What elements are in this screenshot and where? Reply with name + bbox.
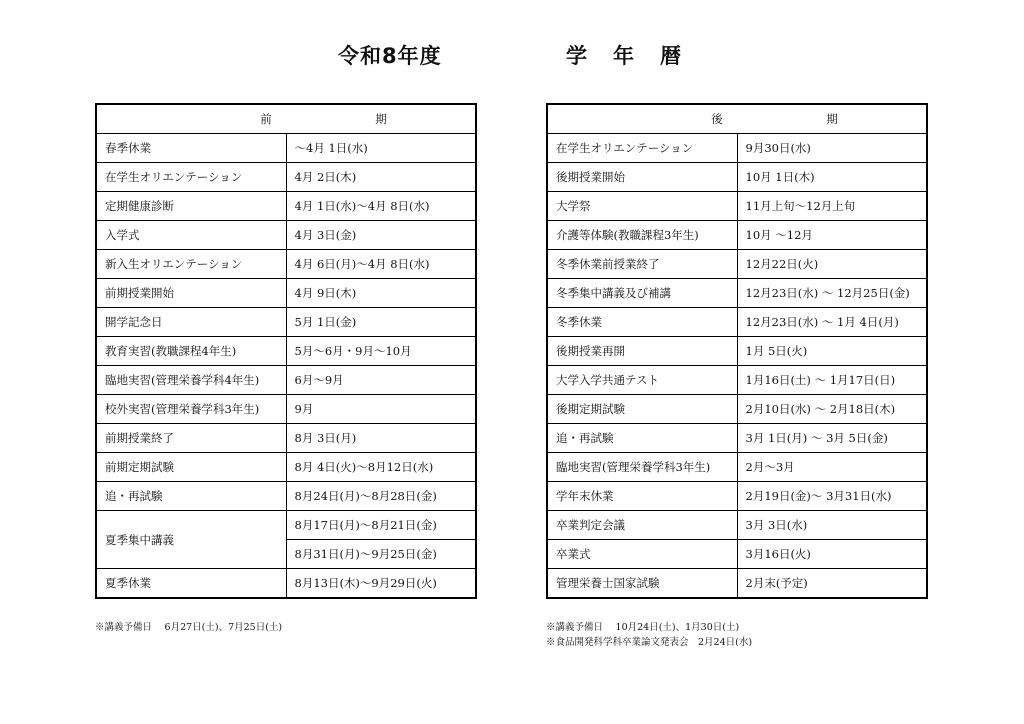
date-cell: 9月	[286, 395, 476, 424]
date-cell: 4月 1日(水)～4月 8日(水)	[286, 192, 476, 221]
date-cell: 2月末(予定)	[737, 569, 927, 599]
event-cell: 追・再試験	[96, 482, 286, 511]
header-char: 期	[826, 112, 838, 126]
event-cell: 在学生オリエンテーション	[96, 163, 286, 192]
event-cell: 夏季集中講義	[96, 511, 286, 569]
event-cell: 前期授業開始	[96, 279, 286, 308]
table-row	[547, 569, 927, 599]
date-cell: 8月24日(月)～8月28日(金)	[286, 482, 476, 511]
date-cell: 1月16日(土) ～ 1月17日(日)	[737, 366, 927, 395]
event-cell: 大学入学共通テスト	[547, 366, 737, 395]
date-cell: 4月 9日(木)	[286, 279, 476, 308]
table-row	[96, 250, 476, 279]
page-title-academic-calendar: 学年暦	[566, 44, 707, 68]
table-row	[547, 395, 927, 424]
table-row	[96, 308, 476, 337]
table-row	[547, 134, 927, 163]
table-row	[96, 163, 476, 192]
table-row	[96, 337, 476, 366]
table-header-row	[547, 104, 927, 134]
table-header-row	[96, 104, 476, 134]
date-cell: 8月17日(月)～8月21日(金)	[286, 511, 476, 540]
event-cell: 臨地実習(管理栄養学科4年生)	[96, 366, 286, 395]
table-row	[96, 221, 476, 250]
event-cell: 在学生オリエンテーション	[547, 134, 737, 163]
date-cell: 5月 1日(金)	[286, 308, 476, 337]
table-row	[547, 453, 927, 482]
event-cell: 後期授業再開	[547, 337, 737, 366]
event-cell: 前期授業終了	[96, 424, 286, 453]
table-row	[547, 221, 927, 250]
date-cell: 8月 4日(火)～8月12日(水)	[286, 453, 476, 482]
event-cell: 追・再試験	[547, 424, 737, 453]
date-cell: 12月22日(火)	[737, 250, 927, 279]
event-cell: 校外実習(管理栄養学科3年生)	[96, 395, 286, 424]
date-cell: 3月 3日(水)	[737, 511, 927, 540]
table-row	[96, 482, 476, 511]
event-cell: 卒業判定会議	[547, 511, 737, 540]
table-row	[547, 192, 927, 221]
date-cell: 1月 5日(火)	[737, 337, 927, 366]
table-row	[547, 424, 927, 453]
page-title: 令和8年度	[338, 44, 442, 68]
second-semester-notes	[546, 620, 752, 650]
note-line: ※食品開発科学科卒業論文発表会 2月24日(水)	[546, 637, 753, 648]
date-cell: 10月 ～12月	[737, 221, 927, 250]
date-cell: 2月19日(金)～ 3月31日(水)	[737, 482, 927, 511]
event-cell: 新入生オリエンテーション	[96, 250, 286, 279]
table-row	[547, 482, 927, 511]
note-line: ※講義予備日 10月24日(土)、1月30日(土)	[546, 622, 740, 633]
event-cell: 入学式	[96, 221, 286, 250]
second-semester-header	[547, 104, 927, 134]
date-cell: 5月～6月・9月～10月	[286, 337, 476, 366]
date-cell: 6月～9月	[286, 366, 476, 395]
table-row	[547, 279, 927, 308]
event-cell: 春季休業	[96, 134, 286, 163]
table-row	[96, 424, 476, 453]
second-semester-table	[546, 103, 928, 599]
date-cell: 8月 3日(月)	[286, 424, 476, 453]
note-line: ※講義予備日 6月27日(土)、7月25日(土)	[95, 622, 283, 633]
table-row	[96, 134, 476, 163]
event-cell: 教育実習(教職課程4年生)	[96, 337, 286, 366]
date-cell: 4月 2日(木)	[286, 163, 476, 192]
event-cell: 定期健康診断	[96, 192, 286, 221]
event-cell: 大学祭	[547, 192, 737, 221]
date-cell: ～4月 1日(水)	[286, 134, 476, 163]
event-cell: 卒業式	[547, 540, 737, 569]
table-row	[96, 569, 476, 599]
event-cell: 管理栄養士国家試験	[547, 569, 737, 599]
date-cell: 10月 1日(木)	[737, 163, 927, 192]
date-cell: 2月10日(水) ～ 2月18日(木)	[737, 395, 927, 424]
date-cell: 2月～3月	[737, 453, 927, 482]
event-cell: 介護等体験(教職課程3年生)	[547, 221, 737, 250]
header-char: 前	[260, 112, 272, 126]
header-char: 後	[711, 112, 723, 126]
event-cell: 学年末休業	[547, 482, 737, 511]
header-char: 期	[375, 112, 387, 126]
event-cell: 冬季休業	[547, 308, 737, 337]
date-cell: 3月 1日(月) ～ 3月 5日(金)	[737, 424, 927, 453]
date-cell: 3月16日(火)	[737, 540, 927, 569]
event-cell: 後期授業開始	[547, 163, 737, 192]
event-cell: 前期定期試験	[96, 453, 286, 482]
table-row	[547, 163, 927, 192]
table-row	[96, 192, 476, 221]
table-row	[96, 511, 476, 540]
event-cell: 冬季集中講義及び補講	[547, 279, 737, 308]
event-cell: 夏季休業	[96, 569, 286, 599]
event-cell: 後期定期試験	[547, 395, 737, 424]
date-cell: 4月 3日(金)	[286, 221, 476, 250]
table-row	[547, 337, 927, 366]
table-row	[547, 366, 927, 395]
table-row	[96, 279, 476, 308]
date-cell: 11月上旬～12月上旬	[737, 192, 927, 221]
date-cell: 8月31日(月)～9月25日(金)	[286, 540, 476, 569]
first-semester-notes	[95, 620, 282, 635]
first-semester-header	[96, 104, 476, 134]
date-cell: 12月23日(水) ～ 12月25日(金)	[737, 279, 927, 308]
event-cell: 臨地実習(管理栄養学科3年生)	[547, 453, 737, 482]
date-cell: 4月 6日(月)～4月 8日(水)	[286, 250, 476, 279]
date-cell: 8月13日(木)～9月29日(火)	[286, 569, 476, 599]
event-cell: 冬季休業前授業終了	[547, 250, 737, 279]
event-cell: 開学記念日	[96, 308, 286, 337]
table-row	[547, 511, 927, 540]
table-row	[547, 540, 927, 569]
date-cell: 12月23日(水) ～ 1月 4日(月)	[737, 308, 927, 337]
first-semester-table	[95, 103, 477, 599]
table-row	[96, 453, 476, 482]
table-row	[547, 250, 927, 279]
table-row	[547, 308, 927, 337]
table-row	[96, 395, 476, 424]
table-row	[96, 366, 476, 395]
date-cell: 9月30日(水)	[737, 134, 927, 163]
